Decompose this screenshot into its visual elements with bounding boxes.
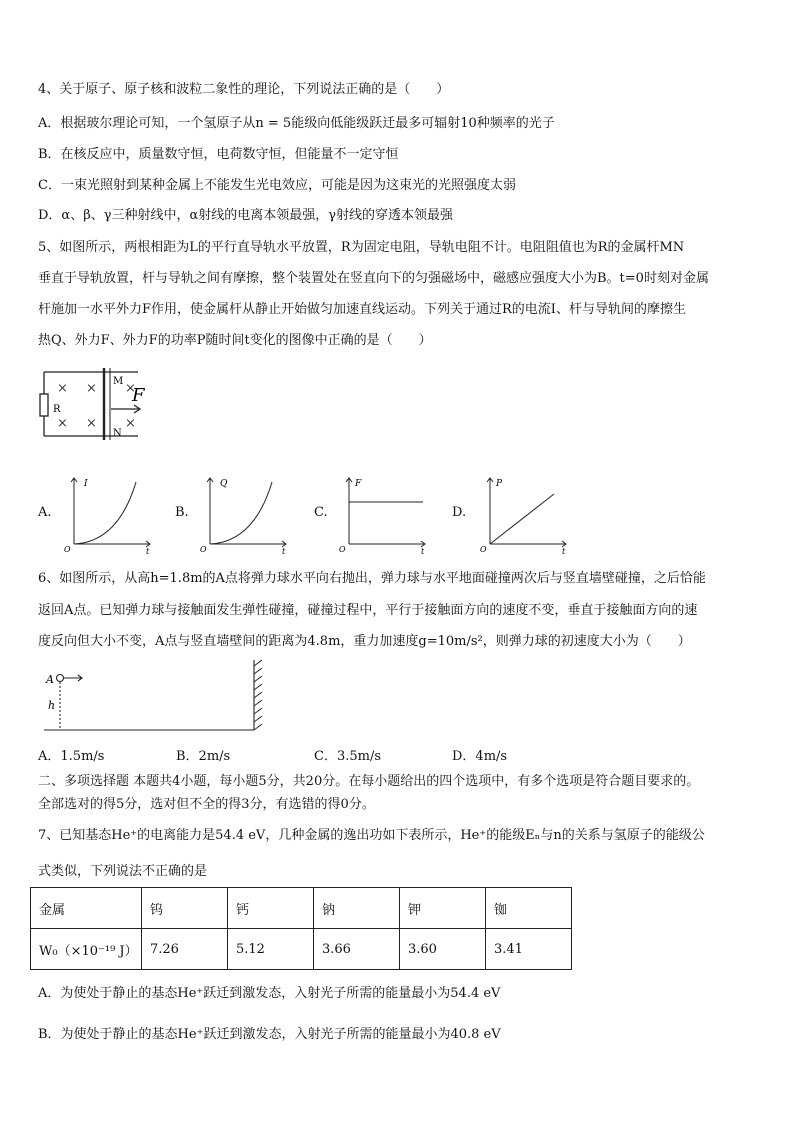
q4-option-b: B．在核反应中，质量数守恒，电荷数守恒，但能量不一定守恒 [38,147,399,162]
q6-option-d: D．4m/s [452,749,508,764]
section2-scoring: 全部选对的得5分，选对但不全的得3分，有选错的得0分。 [38,797,375,812]
x-axis-label: t [562,547,566,556]
table-cell: 3.66 [314,929,400,970]
table-cell: 铷 [486,888,572,929]
y-axis-label: F [355,479,362,489]
field-cross: × [57,381,68,396]
origin-label: O [480,545,487,554]
table-cell: 钨 [142,888,228,929]
table-row [31,929,572,970]
point-a-label: A [46,673,54,686]
x-axis-label: t [146,547,150,556]
force-label: F [132,385,145,406]
q6-line-2: 返回A点。已知弹力球与接触面发生弹性碰撞，碰撞过程中，平行于接触面方向的速度不变，垂直于接触面方向的速 [38,603,698,618]
q5-option-c-label: C. [314,505,328,520]
q6-line-3: 度反向但大小不变，A点与竖直墙壁间的距离为4.8m，重力加速度g=10m/s²，则弹力球的初速度大小为（ ） [38,634,691,649]
table-cell: 3.60 [400,929,486,970]
q5-option-a-label: A. [38,505,52,520]
work-function-table [30,887,572,970]
q5-line-3: 杆施加一水平外力F作用，使金属杆从静止开始做匀加速直线运动。下列关于通过R的电流I、杆与导轨间的摩擦生 [38,302,686,317]
resistor-label: R [53,404,61,415]
table-cell: 钙 [228,888,314,929]
y-axis-label: P [496,479,503,489]
x-axis-label: t [421,547,425,556]
rod-top-label: M [113,376,124,387]
rod-bottom-label: N [113,428,122,439]
q7-option-a: A．为使处于静止的基态He⁺跃迁到激发态，入射光子所需的能量最小为54.4 eV [38,986,501,1001]
q5-line-2: 垂直于导轨放置，杆与导轨之间有摩擦，整个装置处在竖直向下的匀强磁场中，磁感应强度大小为B。t=0时刻对金属 [38,271,709,286]
q4-option-d: D．α、β、γ三种射线中，α射线的电离本领最强，γ射线的穿透本领最强 [38,208,454,223]
y-axis-label: I [84,479,88,489]
table-cell: 3.41 [486,929,572,970]
field-cross: × [125,381,136,396]
table-cell: 钾 [400,888,486,929]
q6-line-1: 6、如图所示，从高h=1.8m的A点将弹力球水平向右抛出，弹力球与水平地面碰撞两次后与竖直墙壁碰撞，之后恰能 [38,571,706,586]
table-cell: 5.12 [228,929,314,970]
q4-stem: 4、关于原子、原子核和波粒二象性的理论，下列说法正确的是（ ） [38,82,450,97]
field-cross: × [86,416,97,431]
y-axis-label: Q [220,479,228,489]
q5-line-1: 5、如图所示，两根相距为L的平行直导轨水平放置，R为固定电阻，导轨电阻不计。电阻阻值也为R的金属杆MN [38,240,685,255]
field-cross: × [57,416,68,431]
q4-option-a: A．根据玻尔理论可知，一个氢原子从n = 5能级向低能级跃迁最多可辐射10种频率的光子 [38,116,555,131]
field-cross: × [125,416,136,431]
curve-exponential [74,482,136,544]
q5-line-4: 热Q、外力F、外力F的功率P随时间t变化的图像中正确的是（ ） [38,333,432,348]
q5-graph-a [62,474,156,556]
q5-graph-b [198,474,292,556]
q5-option-b-label: B. [175,505,189,520]
q7-option-b: B．为使处于静止的基态He⁺跃迁到激发态，入射光子所需的能量最小为40.8 eV [38,1027,501,1042]
q6-option-c: C．3.5m/s [314,749,381,764]
table-row [31,888,572,929]
table-cell: W₀（×10⁻¹⁹ J） [31,929,142,970]
q5-graph-c [337,474,431,556]
origin-label: O [64,545,71,554]
table-cell: 7.26 [142,929,228,970]
section2-heading: 二、多项选择题 本题共4小题，每小题5分，共20分。在每小题给出的四个选项中，有多个选项是符合题目要求的。 [38,774,700,789]
q7-line-1: 7、已知基态He⁺的电离能力是54.4 eV，几种金属的逸出功如下表所示，He⁺的能级Eₙ与n的关系与氢原子的能级公 [38,828,705,843]
q5-option-d-label: D. [452,505,467,520]
field-cross: × [86,381,97,396]
q6-wall-diagram [40,658,272,738]
table-cell: 钠 [314,888,400,929]
curve-linear [490,494,554,544]
q6-option-b: B．2m/s [176,749,231,764]
table-cell: 金属 [31,888,142,929]
height-label: h [48,699,56,712]
x-axis-label: t [282,547,286,556]
curve-exponential [210,482,272,544]
q6-option-a: A．1.5m/s [38,749,105,764]
q5-graph-d [478,474,572,556]
origin-label: O [339,545,346,554]
q7-line-2: 式类似，下列说法不正确的是 [38,864,208,879]
q4-option-c: C．一束光照射到某种金属上不能发生光电效应，可能是因为这束光的光照强度太弱 [38,178,516,193]
origin-label: O [200,545,207,554]
q5-circuit-diagram [36,366,166,446]
